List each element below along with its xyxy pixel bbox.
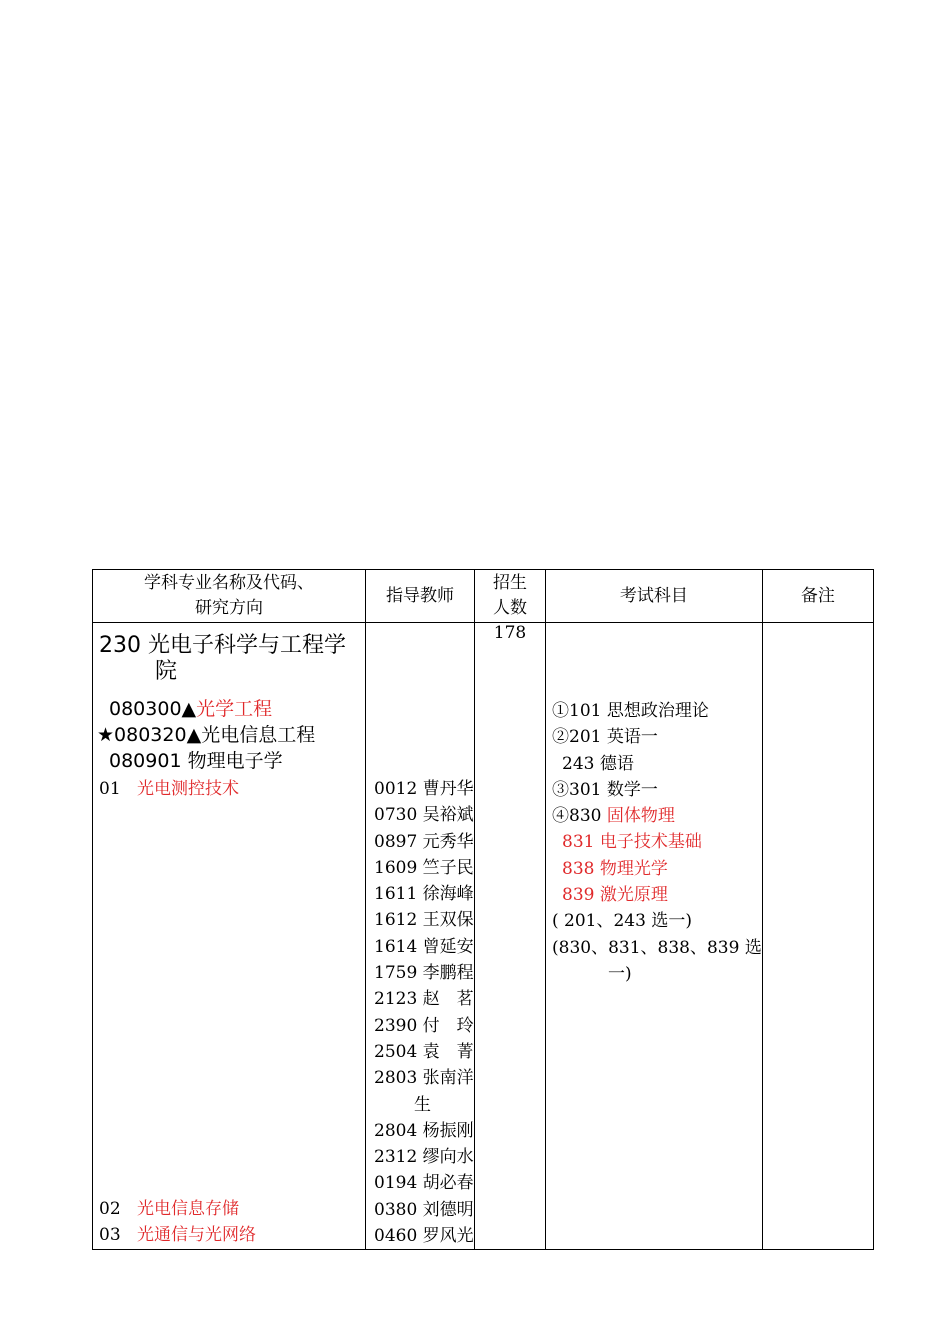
- direction-name: 光通信与光网络: [137, 1225, 256, 1245]
- college-title-line1: 230 光电子科学与工程学: [99, 633, 346, 658]
- advisor-entry: 2123 赵 茗: [374, 989, 474, 1010]
- exam-item: 831 电子技术基础: [562, 832, 702, 853]
- remark-cell: [762, 623, 873, 1250]
- advisor-entry-wrap: 生: [414, 1094, 431, 1115]
- header-enrollment-line2: 人数: [493, 598, 527, 618]
- major-list: [97, 696, 363, 774]
- header-remark: 备注: [762, 570, 873, 623]
- exam-note: 一): [608, 963, 632, 984]
- advisor-entry: 2803 张南洋: [374, 1068, 474, 1089]
- direction-code: 02: [99, 1199, 121, 1219]
- exam-item: 243 德语: [562, 753, 634, 774]
- advisor-entry: 1614 曾延安: [374, 936, 474, 957]
- enrollment-catalog-table: [92, 569, 874, 1250]
- direction-item: [99, 776, 365, 802]
- header-enrollment: [475, 570, 546, 623]
- major-name: 光电信息工程: [201, 724, 316, 746]
- header-subject: [93, 570, 366, 623]
- exam-list: [546, 623, 762, 987]
- advisor-entry: 0012 曹丹华: [374, 779, 474, 799]
- advisor-entry: 0730 吴裕斌: [374, 805, 474, 826]
- header-subject-line1: 学科专业名称及代码、: [144, 573, 314, 593]
- college-row: [93, 623, 874, 1250]
- advisor-entry: 0194 胡必春: [374, 1173, 474, 1194]
- advisor-entry: 2312 缪向水: [374, 1147, 474, 1168]
- advisor-entry: 0380 刘德明: [374, 1199, 474, 1220]
- major-item: 080901 物理电子学: [109, 750, 283, 772]
- major-item: 080300▲光学工程: [109, 698, 273, 720]
- direction-item: [99, 1222, 365, 1248]
- direction-code: 03: [99, 1225, 121, 1245]
- header-advisor: 指导教师: [366, 570, 475, 623]
- advisor-entry: 1759 李鹏程: [374, 963, 474, 984]
- advisor-entry: 1611 徐海峰: [374, 884, 474, 905]
- exam-note: (830、831、838、839 选: [552, 937, 762, 958]
- advisor-entry: 2390 付 玲: [374, 1015, 474, 1036]
- advisor-entry: 1612 王双保: [374, 910, 474, 931]
- major-name: 光学工程: [196, 698, 273, 720]
- direction-item: [99, 1196, 365, 1222]
- exam-item: 838 物理光学: [562, 858, 668, 879]
- subject-cell: [93, 623, 366, 1250]
- exam-cell: [546, 623, 763, 1250]
- header-subject-line2: 研究方向: [195, 598, 263, 618]
- college-title: [99, 633, 361, 685]
- header-exam: 考试科目: [546, 570, 763, 623]
- advisor-entry: 2504 袁 菁: [374, 1041, 474, 1062]
- major-name: 物理电子学: [187, 750, 283, 772]
- advisor-cell: [366, 623, 475, 1250]
- advisor-entry: 0460 罗风光: [374, 1226, 474, 1247]
- college-title-line2: 院: [155, 659, 178, 684]
- direction-name: 光电测控技术: [137, 779, 239, 799]
- exam-item: ②201 英语一: [552, 727, 658, 748]
- major-item: ★080320▲光电信息工程: [97, 724, 316, 746]
- advisor-list: [366, 623, 474, 1249]
- advisor-entry: 1609 竺子民: [374, 857, 474, 878]
- advisor-entry: 2804 杨振刚: [374, 1120, 474, 1141]
- exam-item: ①101 思想政治理论: [552, 701, 709, 721]
- exam-item: ④830 固体物理: [552, 806, 675, 827]
- direction-name: 光电信息存储: [137, 1199, 239, 1219]
- exam-note: ( 201、243 选一): [552, 911, 692, 932]
- header-enrollment-line1: 招生: [493, 573, 527, 593]
- exam-item: ③301 数学一: [552, 779, 658, 800]
- exam-item: 839 激光原理: [562, 885, 668, 906]
- advisor-entry: 0897 元秀华: [374, 831, 474, 852]
- enrollment-count: 178: [475, 623, 546, 1250]
- direction-code: 01: [99, 779, 121, 799]
- header-row: [93, 570, 874, 623]
